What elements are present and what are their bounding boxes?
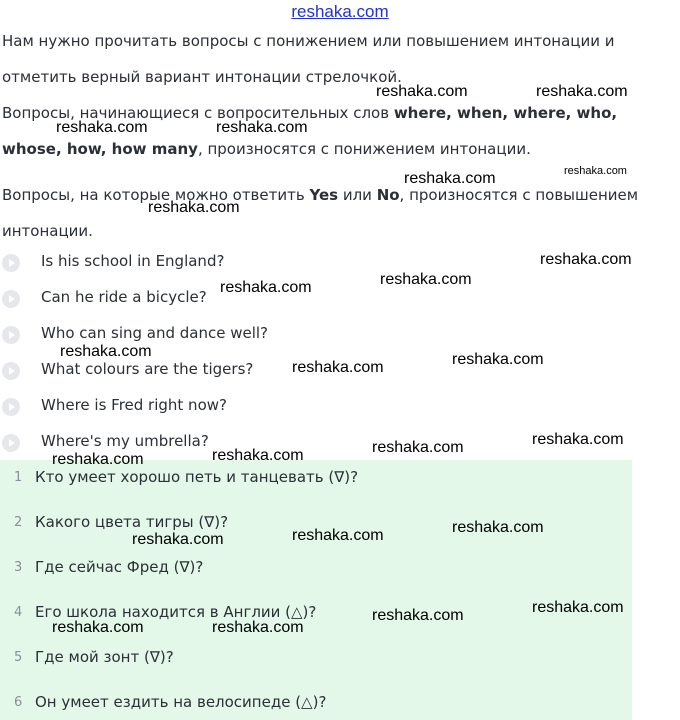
watermark: reshaka.com — [220, 279, 312, 296]
watermark: reshaka.com — [564, 165, 627, 177]
question-text: Who can sing and dance well? — [41, 324, 269, 342]
play-audio-icon[interactable] — [2, 362, 20, 380]
watermark: reshaka.com — [376, 83, 468, 100]
answer-item — [0, 555, 620, 585]
question-item — [0, 245, 600, 281]
watermark: reshaka.com — [532, 431, 624, 448]
answer-number: 6 — [14, 695, 23, 710]
watermark: reshaka.com — [132, 531, 224, 548]
question-text: Can he ride a bicycle? — [41, 288, 207, 306]
intro-paragraph-3 — [2, 177, 672, 249]
question-text: Where's my umbrella? — [41, 432, 209, 450]
no-word: No — [376, 186, 400, 204]
answer-item — [0, 690, 620, 720]
play-audio-icon[interactable] — [2, 326, 20, 344]
watermark: reshaka.com — [292, 359, 384, 376]
watermark: reshaka.com — [60, 343, 152, 360]
watermark: reshaka.com — [372, 439, 464, 456]
answer-number: 1 — [14, 470, 23, 485]
watermark: reshaka.com — [148, 199, 240, 216]
watermark: reshaka.com — [452, 351, 544, 368]
answer-number: 4 — [14, 605, 23, 620]
intro-paragraph-1: Нам нужно прочитать вопросы с понижением или повышением интонации и отметить верный вариант интонации стрелочкой. — [2, 32, 615, 86]
answer-box — [0, 460, 632, 720]
p3-prefix: Вопросы, на которые можно ответить — [2, 186, 310, 204]
answer-text: Его школа находится в Англии (△)? — [35, 603, 317, 621]
watermark: reshaka.com — [292, 527, 384, 544]
p2-suffix: , произносятся с понижением интонации. — [197, 140, 531, 158]
play-audio-icon[interactable] — [2, 434, 20, 452]
watermark: reshaka.com — [212, 447, 304, 464]
watermark: reshaka.com — [540, 251, 632, 268]
watermark: reshaka.com — [56, 119, 148, 136]
watermark: reshaka.com — [372, 607, 464, 624]
watermark: reshaka.com — [532, 599, 624, 616]
answer-text: Где мой зонт (∇)? — [35, 648, 174, 666]
answer-item — [0, 465, 620, 495]
question-words: where, when, where, who, whose, how, how many — [2, 104, 618, 158]
question-text: Where is Fred right now? — [41, 396, 227, 414]
watermark: reshaka.com — [380, 271, 472, 288]
answer-number: 2 — [14, 515, 23, 530]
watermark: reshaka.com — [536, 83, 628, 100]
answer-text: Какого цвета тигры (∇)? — [35, 513, 229, 531]
answer-text: Где сейчас Фред (∇)? — [35, 558, 204, 576]
answer-text: Он умеет ездить на велосипеде (△)? — [35, 693, 327, 711]
watermark: reshaka.com — [404, 170, 496, 187]
play-audio-icon[interactable] — [2, 290, 20, 308]
yes-word: Yes — [309, 186, 339, 204]
p3-suffix: , произносятся с повышением интонации. — [2, 186, 639, 240]
answer-number: 3 — [14, 560, 23, 575]
p3-or: или — [338, 186, 377, 204]
watermark: reshaka.com — [212, 619, 304, 636]
site-link[interactable]: reshaka.com — [291, 2, 389, 21]
question-text: What colours are the tigers? — [41, 360, 254, 378]
watermark: reshaka.com — [52, 619, 144, 636]
answer-text: Кто умеет хорошо петь и танцевать (∇)? — [35, 468, 359, 486]
watermark: reshaka.com — [216, 119, 308, 136]
play-audio-icon[interactable] — [2, 254, 20, 272]
watermark: reshaka.com — [452, 519, 544, 536]
play-audio-icon[interactable] — [2, 398, 20, 416]
watermark: reshaka.com — [52, 451, 144, 468]
answer-item — [0, 645, 620, 675]
answer-number: 5 — [14, 650, 23, 665]
question-text: Is his school in England? — [41, 252, 225, 270]
question-item — [0, 389, 600, 425]
p2-prefix: Вопросы, начинающиеся с вопросительных слов — [2, 104, 394, 122]
